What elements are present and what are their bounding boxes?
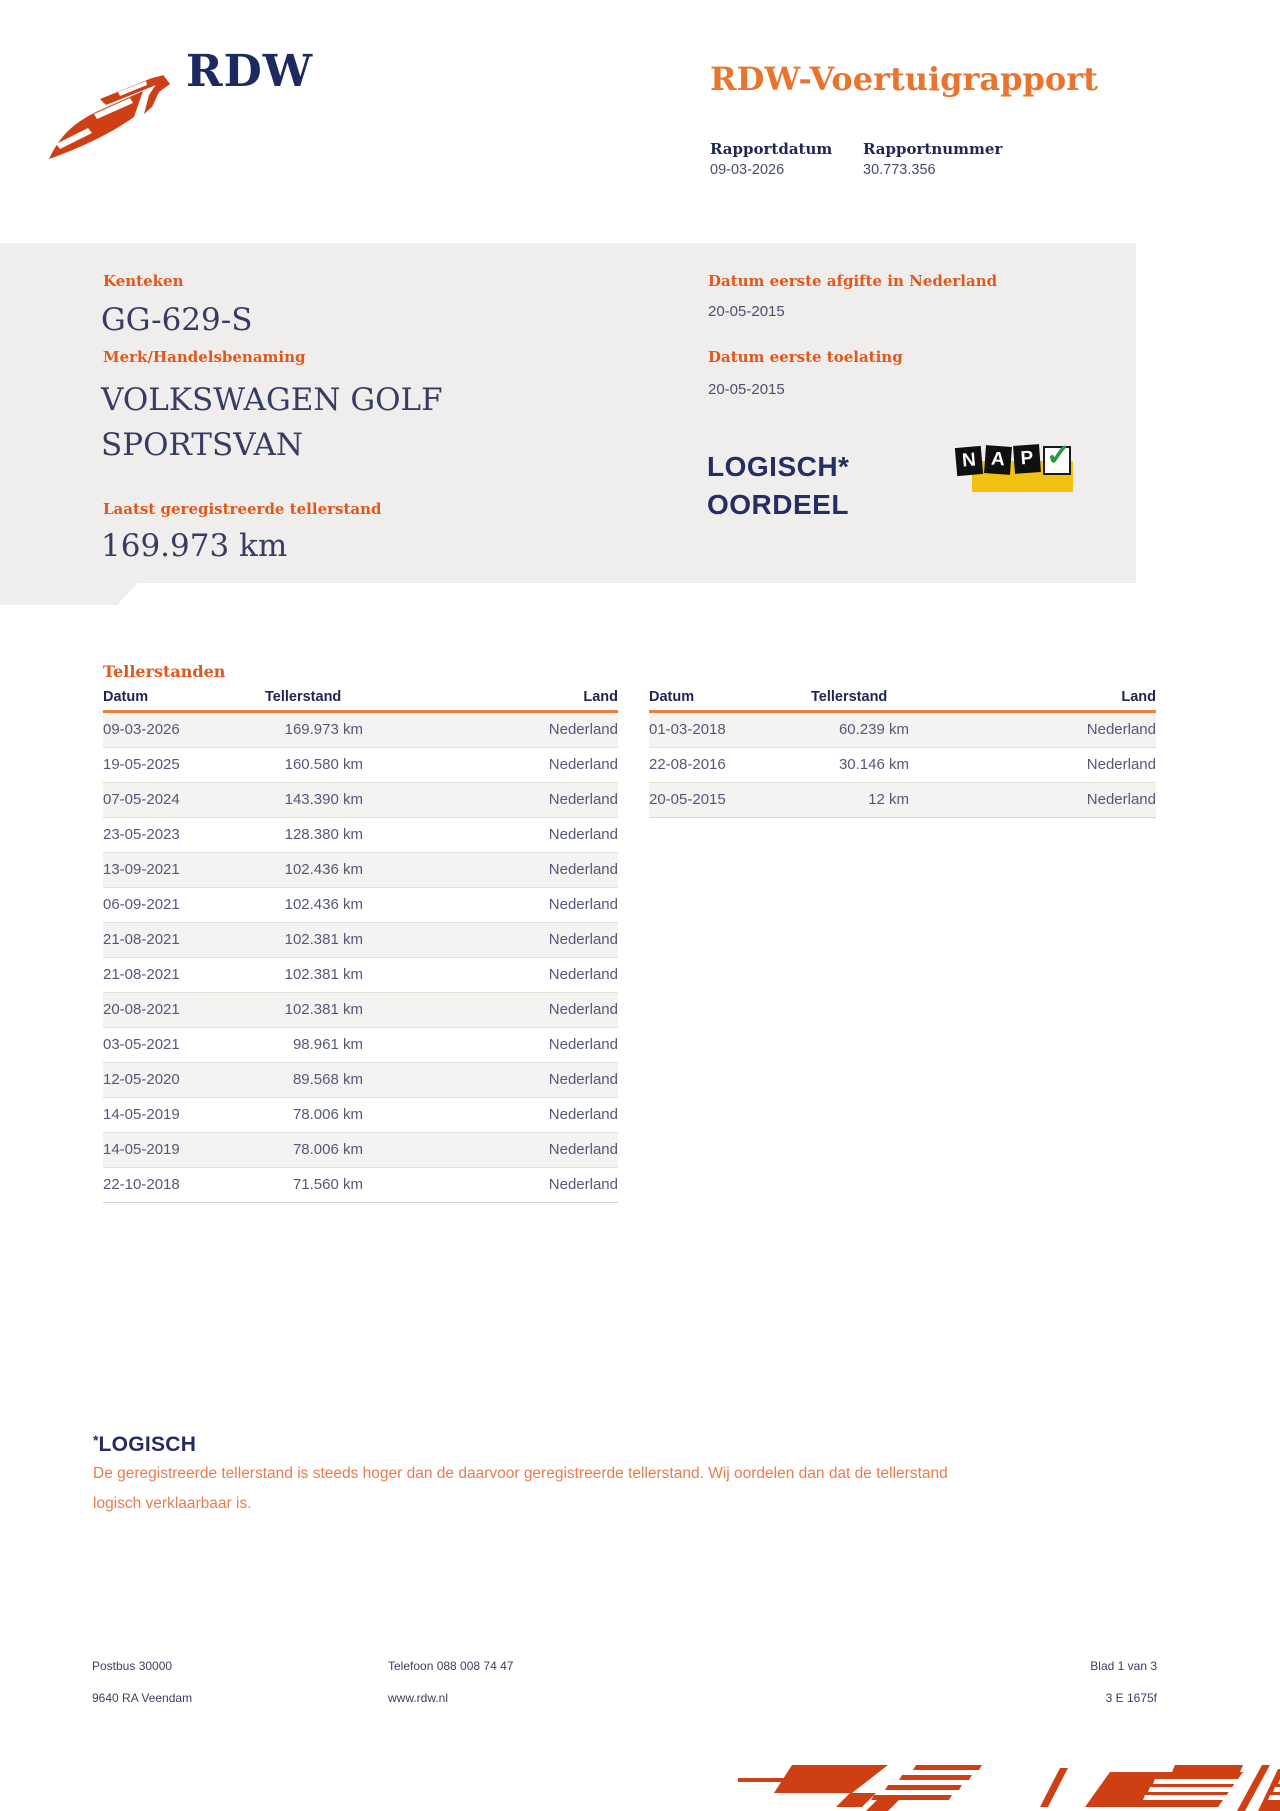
- cell-tellerstand: 169.973 km: [284, 721, 363, 738]
- footer-phone: Telefoon 088 008 74 47: [388, 1659, 514, 1673]
- table-body: [649, 713, 1156, 818]
- column-header-tellerstand: Tellerstand: [265, 689, 342, 705]
- report-number-label: Rapportnummer: [863, 140, 1003, 158]
- cell-tellerstand: 160.580 km: [284, 756, 363, 773]
- cell-datum: 07-05-2024: [103, 791, 180, 808]
- cell-land: Nederland: [548, 756, 618, 773]
- cell-datum: 01-03-2018: [649, 721, 726, 738]
- cell-tellerstand: 60.239 km: [838, 721, 909, 738]
- bottom-decoration-stripes: [730, 1755, 1280, 1811]
- footer-website: www.rdw.nl: [388, 1691, 449, 1705]
- rdw-logo-wordmark: RDW: [186, 46, 314, 97]
- afgifte-value: 20-05-2015: [708, 303, 785, 320]
- cell-datum: 14-05-2019: [103, 1106, 180, 1123]
- footer-page-number: Blad 1 van 3: [1090, 1659, 1157, 1673]
- cell-datum: 21-08-2021: [103, 931, 180, 948]
- column-header-land: Land: [1121, 689, 1156, 705]
- tellerstanden-table-left: [103, 689, 618, 1203]
- table-row: [103, 958, 618, 993]
- cell-land: Nederland: [548, 1036, 618, 1053]
- table-row: [103, 1133, 618, 1168]
- table-row: [649, 748, 1156, 783]
- cell-tellerstand: 102.436 km: [284, 896, 363, 913]
- footer-form-code: 3 E 1675f: [1105, 1691, 1157, 1705]
- cell-land: Nederland: [1086, 721, 1156, 738]
- oordeel-line1: LOGISCH*: [707, 451, 850, 482]
- nap-letter-n: N: [955, 446, 983, 476]
- table-row: [103, 1063, 618, 1098]
- table-row: [103, 713, 618, 748]
- kenteken-label: Kenteken: [103, 272, 184, 290]
- cell-tellerstand: 102.381 km: [284, 1001, 363, 1018]
- report-date-label: Rapportdatum: [710, 140, 833, 158]
- rdw-logo-flame: [48, 75, 172, 161]
- cell-land: Nederland: [1086, 791, 1156, 808]
- table-row: [103, 1028, 618, 1063]
- nap-letter-p: P: [1013, 444, 1041, 474]
- cell-land: Nederland: [548, 1176, 618, 1193]
- report-date-value: 09-03-2026: [710, 162, 785, 178]
- cell-tellerstand: 102.381 km: [284, 931, 363, 948]
- table-row: [103, 853, 618, 888]
- footer-address-line2: 9640 RA Veendam: [92, 1691, 193, 1705]
- cell-datum: 23-05-2023: [103, 826, 180, 843]
- column-header-land: Land: [583, 689, 618, 705]
- logisch-footnote-heading: [93, 1432, 196, 1457]
- merk-label: Merk/Handelsbenaming: [103, 348, 306, 366]
- cell-land: Nederland: [548, 861, 618, 878]
- cell-tellerstand: 102.381 km: [284, 966, 363, 983]
- table-header: [649, 689, 1156, 713]
- table-row: [649, 783, 1156, 818]
- cell-land: Nederland: [548, 1001, 618, 1018]
- table-row: [103, 923, 618, 958]
- table-row: [649, 713, 1156, 748]
- report-number-value: 30.773.356: [863, 162, 936, 178]
- footnote-asterisk: *: [93, 1432, 99, 1448]
- table-row: [103, 748, 618, 783]
- cell-land: Nederland: [548, 826, 618, 843]
- cell-datum: 20-05-2015: [649, 791, 726, 808]
- table-row: [103, 1168, 618, 1203]
- cell-datum: 12-05-2020: [103, 1071, 180, 1088]
- logisch-footnote-text: De geregistreerde tellerstand is steeds hoger dan de daarvoor geregistreerde tellerstand. Wij oordelen dan dat de tellerstand logisch verklaarbaar is.: [93, 1465, 948, 1512]
- table-row: [103, 818, 618, 853]
- cell-land: Nederland: [548, 966, 618, 983]
- oordeel-line2: OORDEEL: [707, 489, 849, 520]
- tellerstanden-section-title: Tellerstanden: [103, 662, 226, 681]
- table-body: [103, 713, 618, 1203]
- laatste-tellerstand-label: Laatst geregistreerde tellerstand: [103, 500, 382, 518]
- cell-datum: 22-08-2016: [649, 756, 726, 773]
- cell-land: Nederland: [548, 791, 618, 808]
- cell-datum: 06-09-2021: [103, 896, 180, 913]
- cell-datum: 22-10-2018: [103, 1176, 180, 1193]
- footnote-title: LOGISCH: [98, 1433, 197, 1456]
- column-header-datum: Datum: [649, 689, 695, 705]
- cell-datum: 21-08-2021: [103, 966, 180, 983]
- table-row: [103, 783, 618, 818]
- cell-tellerstand: 78.006 km: [292, 1141, 363, 1158]
- page-title: RDW-Voertuigrapport: [710, 60, 1098, 98]
- cell-tellerstand: 143.390 km: [284, 791, 363, 808]
- cell-datum: 20-08-2021: [103, 1001, 180, 1018]
- cell-tellerstand: 71.560 km: [292, 1176, 363, 1193]
- table-row: [103, 1098, 618, 1133]
- toelating-value: 20-05-2015: [708, 381, 785, 398]
- nap-checkmark-icon: ✓: [1043, 446, 1071, 475]
- cell-datum: 14-05-2019: [103, 1141, 180, 1158]
- cell-datum: 13-09-2021: [103, 861, 180, 878]
- cell-tellerstand: 98.961 km: [292, 1036, 363, 1053]
- cell-land: Nederland: [548, 721, 618, 738]
- footer-address-line1: Postbus 30000: [92, 1659, 173, 1673]
- oordeel-text: [707, 448, 849, 524]
- cell-datum: 09-03-2026: [103, 721, 180, 738]
- cell-land: Nederland: [548, 931, 618, 948]
- column-header-tellerstand: Tellerstand: [811, 689, 888, 705]
- cell-tellerstand: 12 km: [868, 791, 909, 808]
- laatste-tellerstand-value: 169.973 km: [101, 528, 288, 564]
- cell-land: Nederland: [548, 896, 618, 913]
- cell-tellerstand: 78.006 km: [292, 1106, 363, 1123]
- cell-tellerstand: 89.568 km: [292, 1071, 363, 1088]
- cell-tellerstand: 30.146 km: [838, 756, 909, 773]
- column-header-datum: Datum: [103, 689, 149, 705]
- nap-logo: [956, 439, 1078, 492]
- cell-tellerstand: 102.436 km: [284, 861, 363, 878]
- table-row: [103, 888, 618, 923]
- table-header: [103, 689, 618, 713]
- toelating-label: Datum eerste toelating: [708, 348, 903, 366]
- afgifte-label: Datum eerste afgifte in Nederland: [708, 272, 998, 290]
- kenteken-value: GG-629-S: [101, 302, 253, 338]
- merk-value: [101, 378, 443, 468]
- cell-tellerstand: 128.380 km: [284, 826, 363, 843]
- cell-land: Nederland: [548, 1141, 618, 1158]
- cell-land: Nederland: [548, 1106, 618, 1123]
- merk-line1: VOLKSWAGEN GOLF: [101, 382, 443, 418]
- cell-land: Nederland: [548, 1071, 618, 1088]
- cell-datum: 19-05-2025: [103, 756, 180, 773]
- tellerstanden-table-right: [649, 689, 1156, 818]
- merk-line2: SPORTSVAN: [101, 427, 304, 463]
- table-row: [103, 993, 618, 1028]
- cell-datum: 03-05-2021: [103, 1036, 180, 1053]
- cell-land: Nederland: [1086, 756, 1156, 773]
- nap-letter-a: A: [984, 445, 1012, 475]
